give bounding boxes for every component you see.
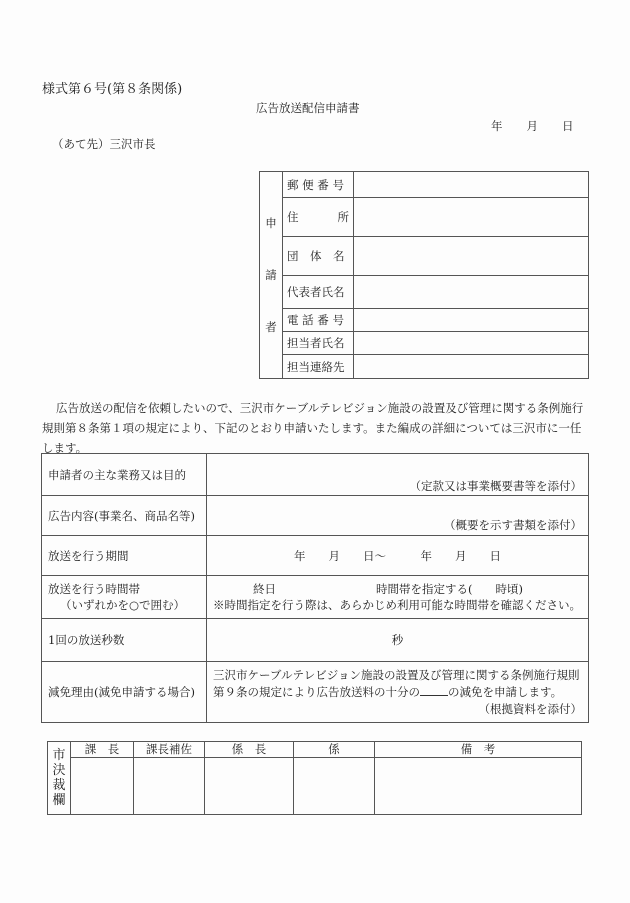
document-title: 広告放送配信申請書	[256, 101, 360, 115]
applicant-table	[259, 171, 589, 379]
header-deputy-chief: 課長補佐	[134, 742, 205, 758]
organization-field[interactable]	[354, 237, 589, 276]
business-purpose-note: （定款又は事業概要書等を添付）	[409, 478, 582, 493]
date-month: 月	[526, 119, 538, 133]
label-address: 住 所	[283, 198, 354, 237]
label-broadcast-time: 放送を行う時間帯 （いずれかを○で囲む）	[42, 576, 207, 619]
application-details-table	[41, 453, 589, 723]
label-seconds-per-broadcast: 1回の放送秒数	[42, 619, 207, 662]
label-organization: 団 体 名	[283, 237, 354, 276]
reduction-note: （根拠資料を添付）	[478, 701, 582, 716]
header-subsection-chief: 係 長	[205, 742, 294, 758]
postal-code-field[interactable]	[354, 172, 589, 198]
label-postal-code: 郵 便 番 号	[283, 172, 354, 198]
seconds-per-broadcast-field[interactable]: 秒	[207, 619, 589, 662]
option-all-day[interactable]: 終日	[253, 582, 276, 596]
header-staff: 係	[294, 742, 375, 758]
ad-content-note: （概要を示す書類を添付）	[444, 517, 582, 532]
label-contact-person: 担当者氏名	[283, 332, 354, 355]
label-broadcast-period: 放送を行う期間	[42, 536, 207, 576]
reduction-fraction-blank[interactable]	[420, 685, 448, 696]
header-remarks: 備 考	[375, 742, 582, 758]
city-decision-table	[47, 741, 582, 815]
label-contact-info: 担当連絡先	[283, 355, 354, 379]
stamp-deputy-chief[interactable]	[134, 758, 205, 815]
date-year: 年	[491, 119, 503, 133]
option-specify-time[interactable]: 時間帯を指定する( 時頃)	[376, 582, 523, 596]
label-reduction-reason: 減免理由(減免申請する場合)	[42, 662, 207, 723]
label-representative: 代表者氏名	[283, 276, 354, 309]
form-number: 様式第６号(第８条関係)	[42, 82, 183, 97]
applicant-side-label: 申 請 者	[260, 172, 283, 379]
broadcast-time-field[interactable]	[207, 576, 589, 619]
header-section-chief: 課 長	[71, 742, 134, 758]
stamp-subsection-chief[interactable]	[205, 758, 294, 815]
stamp-section-chief[interactable]	[71, 758, 134, 815]
date-day: 日	[562, 119, 574, 133]
reduction-reason-field: 三沢市ケーブルテレビジョン施設の設置及び管理に関する条例施行規則第９条の規定により広告放送料の十分の の減免を申請します。 （根拠資料を添付）	[207, 662, 589, 723]
contact-info-field[interactable]	[354, 355, 589, 379]
phone-field[interactable]	[354, 309, 589, 332]
decision-side-label: 市 決 裁 欄	[48, 742, 71, 815]
stamp-staff[interactable]	[294, 758, 375, 815]
broadcast-time-note: ※時間指定を行う際は、あらかじめ利用可能な時間帯を確認ください。	[213, 598, 581, 612]
label-phone: 電 話 番 号	[283, 309, 354, 332]
remarks-field[interactable]	[375, 758, 582, 815]
representative-field[interactable]	[354, 276, 589, 309]
ad-content-field[interactable]	[207, 496, 589, 536]
business-purpose-field[interactable]	[207, 454, 589, 496]
date-line	[491, 118, 574, 134]
broadcast-period-field[interactable]: 年 月 日～ 年 月 日	[207, 536, 589, 576]
contact-person-field[interactable]	[354, 332, 589, 355]
label-business-purpose: 申請者の主な業務又は目的	[42, 454, 207, 496]
intro-paragraph: 広告放送の配信を依頼したいので、三沢市ケーブルテレビジョン施設の設置及び管理に関する条例施行規則第８条第１項の規定により、下記のとおり申請いたします。また編成の詳細については三沢市に一任します。	[42, 401, 584, 455]
addressee: （あて先）三沢市長	[52, 137, 156, 151]
address-field[interactable]	[354, 198, 589, 237]
label-ad-content: 広告内容(事業名、商品名等)	[42, 496, 207, 536]
